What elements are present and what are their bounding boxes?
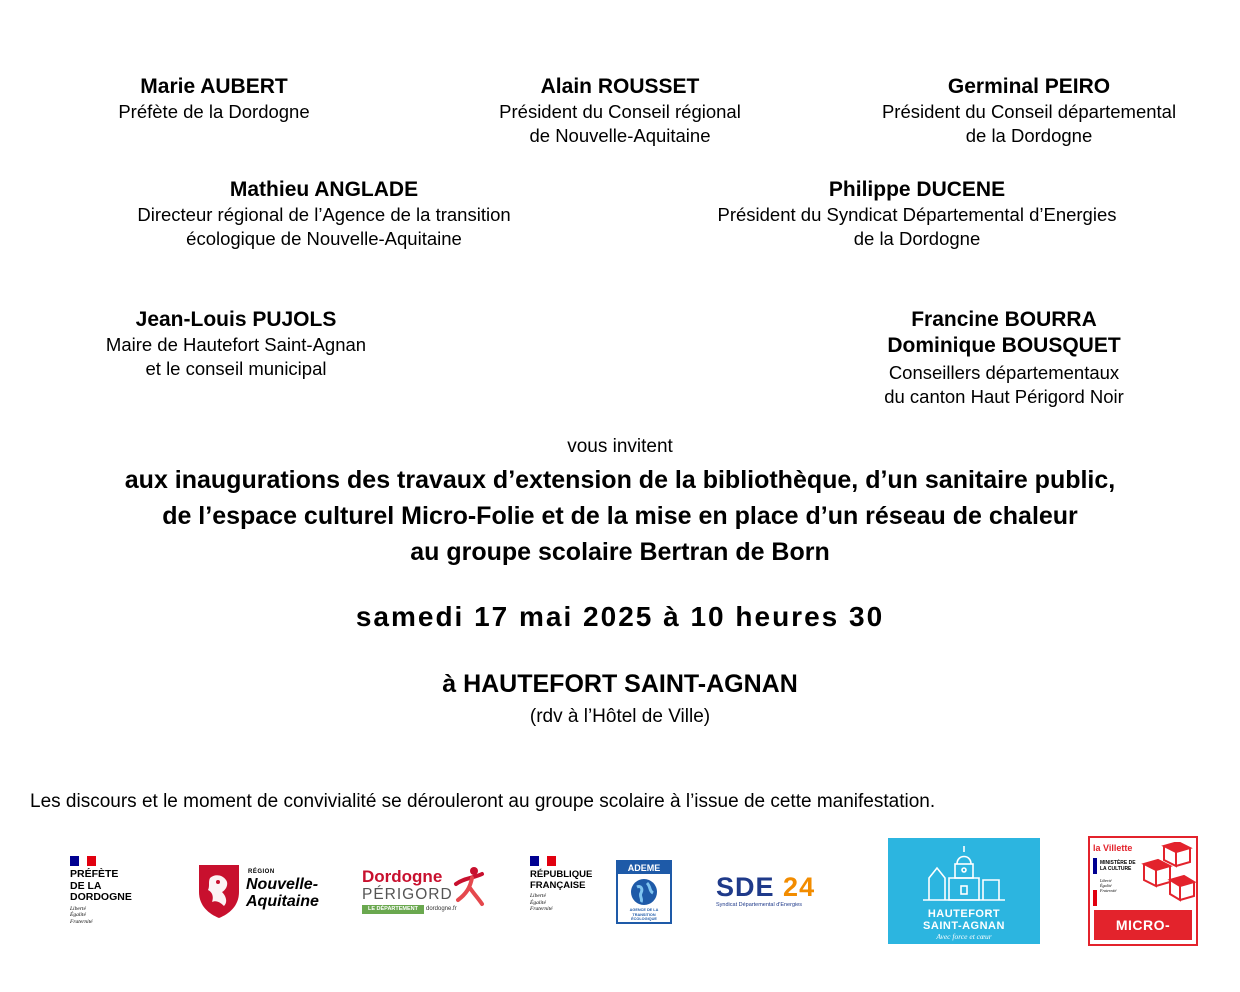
sde-number: 24 xyxy=(783,872,816,902)
hautefort-line: HAUTEFORT xyxy=(927,908,1001,920)
host-role: Maire de Hautefort Saint-Agnan xyxy=(105,334,367,355)
prefecture-logo xyxy=(62,850,144,934)
host-name: Philippe DUCENE xyxy=(828,178,1006,201)
dordogne-site: dordogne.fr xyxy=(426,906,457,912)
host-role: Directeur régional de l’Agence de la transition xyxy=(137,204,511,225)
motto-line: Fraternité xyxy=(70,918,93,925)
host-role: de Nouvelle-Aquitaine xyxy=(529,125,711,146)
invite-title-line: au groupe scolaire Bertran de Born xyxy=(410,538,830,566)
host-role: du canton Haut Périgord Noir xyxy=(884,386,1124,407)
region-name xyxy=(246,876,319,910)
event-meeting-point: (rdv à l’Hôtel de Ville) xyxy=(529,706,711,727)
host-name: Mathieu ANGLADE xyxy=(229,178,419,201)
castle-icon xyxy=(919,842,1009,904)
dancer-icon xyxy=(452,864,486,908)
host-ducene xyxy=(682,177,1152,251)
host-peiro xyxy=(859,74,1199,148)
motto-line: Fraternité xyxy=(530,906,553,912)
host-name: Alain ROUSSET xyxy=(540,75,700,98)
host-name: Dominique BOUSQUET xyxy=(887,334,1121,357)
dordogne-name: Dordogne xyxy=(362,867,443,886)
host-role: Président du Syndicat Départemental d’Energies xyxy=(717,204,1117,225)
hautefort-line: SAINT-AGNAN xyxy=(923,920,1005,932)
host-role: écologique de Nouvelle-Aquitaine xyxy=(186,228,462,249)
microfolie-name: MICRO-FOLIE xyxy=(1094,910,1192,940)
globe-icon xyxy=(629,877,659,907)
region-name-line: Nouvelle- xyxy=(246,876,319,893)
lavillette-label: la Villette xyxy=(1093,843,1133,853)
region-small: RÉGION xyxy=(248,869,275,875)
motto-line: Liberté xyxy=(1100,878,1112,883)
event-place: à HAUTEFORT SAINT-AGNAN xyxy=(442,670,798,698)
sde-name: SDE xyxy=(716,872,775,902)
dordogne-logo xyxy=(358,864,488,920)
prefecture-line: DE LA xyxy=(70,879,102,892)
motto-line: Égalité xyxy=(1100,883,1112,888)
host-name: Marie AUBERT xyxy=(140,75,288,98)
motto-line: Égalité xyxy=(70,912,86,918)
motto-line: Fraternité xyxy=(1100,888,1117,893)
host-role: Président du Conseil départemental xyxy=(881,101,1177,122)
lion-shield-icon xyxy=(196,862,242,920)
region-name-line: Aquitaine xyxy=(246,893,319,910)
ademe-name: ADEME xyxy=(618,862,670,874)
event-note: Les discours et le moment de convivialité se dérouleront au groupe scolaire à l’issue de cette manifestation. xyxy=(30,791,936,812)
prefecture-line: PRÉFÈTE xyxy=(70,868,119,880)
host-role: de la Dordogne xyxy=(853,228,981,249)
host-name: Francine BOURRA xyxy=(911,308,1097,331)
ademe-sub: AGENCE DE LA TRANSITION ÉCOLOGIQUE xyxy=(629,908,659,921)
dordogne-perigord: PÉRIGORD xyxy=(362,886,453,903)
host-aubert xyxy=(84,74,344,124)
french-flag-icon xyxy=(530,856,556,866)
invite-title-line: aux inaugurations des travaux d’extension de la bibliothèque, d’un sanitaire public, xyxy=(124,466,1116,494)
prefecture-line: DORDOGNE xyxy=(70,891,132,903)
ministry-label: MINISTÈRE DE LA CULTURE xyxy=(1100,860,1136,872)
host-name: Jean-Louis PUJOLS xyxy=(135,308,337,331)
host-conseillers xyxy=(854,307,1154,409)
invite-title-line: de l’espace culturel Micro-Folie et de la mise en place d’un réseau de chaleur xyxy=(162,502,1078,530)
republique-line: RÉPUBLIQUE xyxy=(530,869,593,880)
host-role: et le conseil municipal xyxy=(145,358,327,379)
hautefort-logo xyxy=(888,838,1040,944)
host-role: Président du Conseil régional xyxy=(499,101,741,122)
event-date: samedi 17 mai 2025 à 10 heures 30 xyxy=(355,601,885,632)
hautefort-slogan: Avec force et cœur xyxy=(936,932,992,941)
cubes-icon xyxy=(1138,842,1196,902)
french-flag-icon xyxy=(70,856,96,866)
republique-logo xyxy=(526,856,606,926)
host-name: Germinal PEIRO xyxy=(947,75,1111,98)
host-anglade xyxy=(104,177,544,251)
ademe-logo xyxy=(616,860,672,924)
republique-line: FRANÇAISE xyxy=(530,880,586,891)
host-rousset xyxy=(470,74,770,148)
dordogne-band: LE DÉPARTEMENT xyxy=(362,905,424,914)
motto-line: Égalité xyxy=(530,899,546,906)
host-role: de la Dordogne xyxy=(965,125,1093,146)
sde-sub: Syndicat Départemental d'Energies xyxy=(716,902,803,908)
motto-line: Liberté xyxy=(530,893,546,899)
host-role: Conseillers départementaux xyxy=(888,362,1120,383)
host-pujols xyxy=(86,307,386,381)
motto-line: Liberté xyxy=(70,905,86,912)
region-logo xyxy=(196,862,322,920)
invite-intro: vous invitent xyxy=(567,436,673,457)
host-role: Préfète de la Dordogne xyxy=(118,101,310,122)
microfolie-logo xyxy=(1088,836,1198,963)
invite-title xyxy=(0,462,1240,570)
sde24-logo xyxy=(716,873,832,909)
